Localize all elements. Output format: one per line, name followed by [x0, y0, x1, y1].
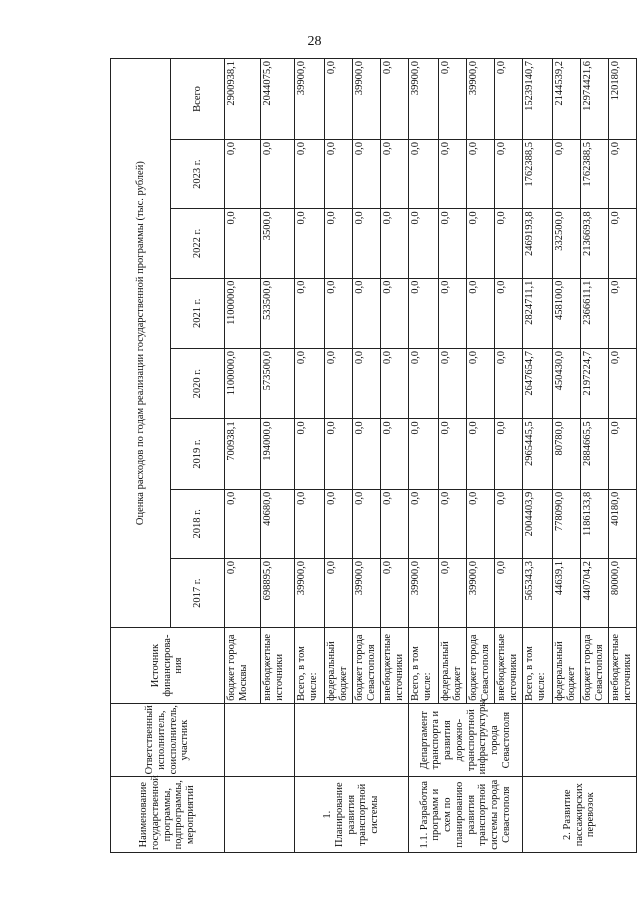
- value-cell: 0,0: [553, 140, 581, 209]
- value-cell: 39900,0: [467, 59, 495, 140]
- value-cell: 0,0: [439, 348, 467, 418]
- value-cell: 194000,0: [261, 419, 295, 489]
- program-name-cell: 2. Развитие пассажирских перевозок: [523, 777, 637, 853]
- table-row: [295, 59, 325, 853]
- value-cell: 1186133,8: [581, 489, 609, 558]
- value-cell: 0,0: [381, 209, 409, 278]
- value-cell: 0,0: [409, 348, 439, 418]
- value-cell: 0,0: [467, 140, 495, 209]
- value-cell: 0,0: [225, 209, 261, 278]
- value-cell: 0,0: [295, 278, 325, 348]
- value-cell: 0,0: [467, 419, 495, 489]
- value-cell: 0,0: [295, 140, 325, 209]
- value-cell: 0,0: [409, 419, 439, 489]
- source-cell: бюджет города Севастополя: [581, 628, 609, 704]
- header-source: Источник финансирова-ния: [111, 628, 225, 704]
- value-cell: 533500,0: [261, 278, 295, 348]
- value-cell: 2366611,1: [581, 278, 609, 348]
- value-cell: 0,0: [609, 209, 637, 278]
- table-row: [409, 59, 439, 853]
- program-name-cell: 1. Планирование развития транспортной системы: [295, 777, 409, 853]
- value-cell: 39900,0: [409, 59, 439, 140]
- value-cell: 0,0: [325, 489, 353, 558]
- value-cell: 0,0: [439, 489, 467, 558]
- value-cell: 0,0: [325, 419, 353, 489]
- value-cell: 39900,0: [467, 558, 495, 627]
- value-cell: 40180,0: [609, 489, 637, 558]
- value-cell: 2965445,5: [523, 419, 553, 489]
- value-cell: 0,0: [409, 140, 439, 209]
- value-cell: 0,0: [225, 558, 261, 627]
- value-cell: 0,0: [261, 140, 295, 209]
- header-year-2018: 2018 г.: [171, 489, 225, 558]
- value-cell: 0,0: [381, 59, 409, 140]
- value-cell: 2824711,1: [523, 278, 553, 348]
- value-cell: 0,0: [225, 140, 261, 209]
- rotated-table-wrapper: [110, 58, 633, 853]
- header-total: Всего: [171, 59, 225, 140]
- source-cell: Всего, в том числе:: [295, 628, 325, 704]
- value-cell: 120180,0: [609, 59, 637, 140]
- table-row: [225, 59, 261, 853]
- value-cell: 12974421,6: [581, 59, 609, 140]
- value-cell: 1762388,5: [523, 140, 553, 209]
- source-cell: внебюджетные источники: [609, 628, 637, 704]
- responsible-cell: [225, 703, 295, 777]
- value-cell: 0,0: [295, 348, 325, 418]
- value-cell: 0,0: [609, 140, 637, 209]
- value-cell: 1100000,0: [225, 348, 261, 418]
- value-cell: 0,0: [495, 209, 523, 278]
- header-year-2022: 2022 г.: [171, 209, 225, 278]
- source-cell: бюджет города Севастополя: [353, 628, 381, 704]
- value-cell: 2136693,8: [581, 209, 609, 278]
- value-cell: 698895,0: [261, 558, 295, 627]
- value-cell: 0,0: [225, 489, 261, 558]
- value-cell: 0,0: [439, 209, 467, 278]
- value-cell: 0,0: [439, 419, 467, 489]
- value-cell: 0,0: [439, 558, 467, 627]
- header-year-2017: 2017 г.: [171, 558, 225, 627]
- value-cell: 0,0: [495, 489, 523, 558]
- value-cell: 2647654,7: [523, 348, 553, 418]
- value-cell: 0,0: [325, 59, 353, 140]
- value-cell: 2044075,0: [261, 59, 295, 140]
- source-cell: внебюджетные источники: [495, 628, 523, 704]
- value-cell: 0,0: [467, 209, 495, 278]
- value-cell: 0,0: [439, 59, 467, 140]
- page-number: 28: [307, 34, 322, 49]
- responsible-cell: Департамент транспорта и развития дорожно-транспортной инфраструктуры города Севастополя: [409, 703, 523, 777]
- value-cell: 0,0: [381, 140, 409, 209]
- value-cell: 440704,2: [581, 558, 609, 627]
- value-cell: 2469193,8: [523, 209, 553, 278]
- value-cell: 0,0: [381, 419, 409, 489]
- value-cell: 39900,0: [353, 59, 381, 140]
- header-estimate: Оценка расходов по годам реализации государственной программы (тыс. рублей): [111, 59, 171, 628]
- value-cell: 0,0: [609, 419, 637, 489]
- value-cell: 0,0: [495, 558, 523, 627]
- value-cell: 0,0: [439, 278, 467, 348]
- value-cell: 573500,0: [261, 348, 295, 418]
- responsible-cell: [523, 703, 637, 777]
- value-cell: 0,0: [495, 419, 523, 489]
- value-cell: 0,0: [325, 140, 353, 209]
- source-cell: федеральный бюджет: [325, 628, 353, 704]
- value-cell: 40680,0: [261, 489, 295, 558]
- value-cell: 0,0: [409, 489, 439, 558]
- value-cell: 0,0: [609, 348, 637, 418]
- budget-table: [110, 58, 637, 853]
- value-cell: 0,0: [495, 278, 523, 348]
- header-name: Наименование государственной программы, подпрограммы, мероприятий: [111, 777, 225, 853]
- value-cell: 0,0: [353, 419, 381, 489]
- value-cell: 0,0: [295, 489, 325, 558]
- source-cell: Всего, в том числе:: [409, 628, 439, 704]
- value-cell: 0,0: [295, 209, 325, 278]
- value-cell: 2197224,7: [581, 348, 609, 418]
- value-cell: 1762388,5: [581, 140, 609, 209]
- source-cell: бюджет города Москвы: [225, 628, 261, 704]
- value-cell: 2144539,2: [553, 59, 581, 140]
- value-cell: 0,0: [467, 278, 495, 348]
- value-cell: 0,0: [353, 489, 381, 558]
- value-cell: 39900,0: [353, 558, 381, 627]
- value-cell: 0,0: [409, 209, 439, 278]
- source-cell: внебюджетные источники: [261, 628, 295, 704]
- source-cell: федеральный бюджет: [439, 628, 467, 704]
- value-cell: 458100,0: [553, 278, 581, 348]
- value-cell: 0,0: [495, 140, 523, 209]
- value-cell: 2900938,1: [225, 59, 261, 140]
- value-cell: 0,0: [609, 278, 637, 348]
- value-cell: 39900,0: [295, 59, 325, 140]
- value-cell: 39900,0: [409, 558, 439, 627]
- value-cell: 2884665,5: [581, 419, 609, 489]
- program-name-cell: [225, 777, 295, 853]
- value-cell: 0,0: [467, 348, 495, 418]
- value-cell: 3500,0: [261, 209, 295, 278]
- value-cell: 0,0: [325, 278, 353, 348]
- value-cell: 0,0: [467, 489, 495, 558]
- value-cell: 0,0: [439, 140, 467, 209]
- value-cell: 0,0: [381, 348, 409, 418]
- header-year-2023: 2023 г.: [171, 140, 225, 209]
- value-cell: 0,0: [409, 278, 439, 348]
- header-year-2019: 2019 г.: [171, 419, 225, 489]
- value-cell: 39900,0: [295, 558, 325, 627]
- source-cell: бюджет города Севастополя: [467, 628, 495, 704]
- program-name-cell: 1.1. Разработка программ и схем по планированию развития транспортной системы города Севастополя: [409, 777, 523, 853]
- value-cell: 778090,0: [553, 489, 581, 558]
- value-cell: 565343,3: [523, 558, 553, 627]
- value-cell: 0,0: [325, 558, 353, 627]
- value-cell: 44639,1: [553, 558, 581, 627]
- source-cell: федеральный бюджет: [553, 628, 581, 704]
- header-year-2021: 2021 г.: [171, 278, 225, 348]
- value-cell: 0,0: [381, 278, 409, 348]
- value-cell: 0,0: [353, 209, 381, 278]
- header-year-2020: 2020 г.: [171, 348, 225, 418]
- value-cell: 80780,0: [553, 419, 581, 489]
- value-cell: 450430,0: [553, 348, 581, 418]
- table-row: [523, 59, 553, 853]
- value-cell: 15239140,7: [523, 59, 553, 140]
- value-cell: 0,0: [353, 140, 381, 209]
- value-cell: 0,0: [495, 348, 523, 418]
- source-cell: Всего, в том числе:: [523, 628, 553, 704]
- value-cell: 0,0: [325, 348, 353, 418]
- source-cell: внебюджетные источники: [381, 628, 409, 704]
- value-cell: 0,0: [353, 348, 381, 418]
- value-cell: 0,0: [381, 558, 409, 627]
- header-responsible: Ответственный исполнитель, соисполнитель, участник: [111, 703, 225, 777]
- value-cell: 0,0: [325, 209, 353, 278]
- value-cell: 80000,0: [609, 558, 637, 627]
- value-cell: 332500,0: [553, 209, 581, 278]
- value-cell: 0,0: [353, 278, 381, 348]
- value-cell: 0,0: [495, 59, 523, 140]
- responsible-cell: [295, 703, 409, 777]
- value-cell: 0,0: [295, 419, 325, 489]
- value-cell: 700938,1: [225, 419, 261, 489]
- value-cell: 2004403,9: [523, 489, 553, 558]
- value-cell: 0,0: [381, 489, 409, 558]
- value-cell: 1100000,0: [225, 278, 261, 348]
